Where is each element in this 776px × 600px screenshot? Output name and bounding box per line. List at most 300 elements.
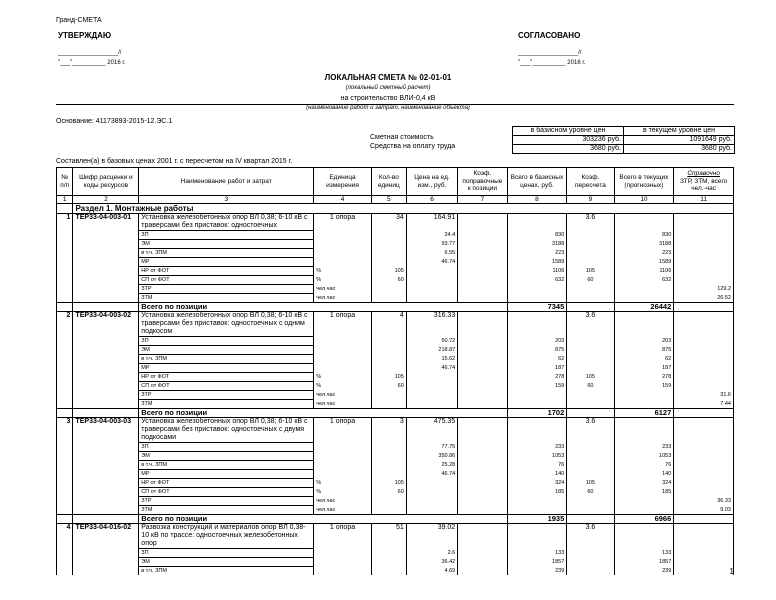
- resource-unit: [314, 549, 372, 558]
- resource-cell-empty: [458, 488, 507, 497]
- total-label: Всего по позиции: [139, 409, 507, 418]
- position-total-row: [57, 303, 734, 312]
- resource-base: 1053: [507, 452, 567, 461]
- resource-row: [57, 461, 734, 470]
- position-code: ТЕР33-04-003-03: [73, 418, 139, 443]
- resource-cell-empty: [73, 443, 139, 452]
- resource-row: [57, 506, 734, 515]
- head-coef: Коэф. поправочные к позиции: [458, 168, 507, 196]
- resource-coef: [371, 443, 406, 452]
- resource-ref: [674, 470, 734, 479]
- resource-name: НР от ФОТ: [139, 479, 314, 488]
- resource-cell-empty: [73, 373, 139, 382]
- position-recalc: 3.6: [567, 312, 614, 337]
- resource-recalc: [567, 231, 614, 240]
- resource-recalc: [567, 258, 614, 267]
- resource-unit: [314, 249, 372, 258]
- resource-base: 185: [507, 488, 567, 497]
- resource-coef: 60: [371, 276, 406, 285]
- resource-cell-empty: [73, 258, 139, 267]
- resource-name: НР от ФОТ: [139, 267, 314, 276]
- resource-base: [507, 506, 567, 515]
- resource-cell-empty: [458, 391, 507, 400]
- resource-cell-empty: [73, 497, 139, 506]
- position-recalc: 3.6: [567, 418, 614, 443]
- position-name: Установка железобетонных опор ВЛ 0,38; 6-10 кВ с траверсами без приставок: одностоечных: [139, 214, 314, 231]
- resource-cell-empty: [57, 382, 73, 391]
- resource-recalc: [567, 391, 614, 400]
- position-qty: 3: [371, 418, 406, 443]
- resource-row: [57, 452, 734, 461]
- resource-cell-empty: [57, 294, 73, 303]
- resource-row: [57, 346, 734, 355]
- resource-unit: чел.час: [314, 506, 372, 515]
- resource-unit: [314, 346, 372, 355]
- total-label: Всего по позиции: [139, 515, 507, 524]
- resource-price: 350.86: [406, 452, 457, 461]
- resource-ref: [674, 240, 734, 249]
- resource-cell-empty: [458, 240, 507, 249]
- position-base: [507, 312, 567, 337]
- position-coef: [458, 214, 507, 231]
- signature-line-left: __________________//: [58, 50, 122, 56]
- position-number: 1: [57, 214, 73, 231]
- resource-cell-empty: [73, 231, 139, 240]
- resource-recalc: [567, 346, 614, 355]
- resource-coef: [371, 391, 406, 400]
- resource-cell-empty: [73, 249, 139, 258]
- resource-base: 239: [507, 567, 567, 576]
- resource-price: [406, 488, 457, 497]
- resource-current: 223: [614, 249, 674, 258]
- resource-cell-empty: [57, 231, 73, 240]
- resource-recalc: [567, 461, 614, 470]
- column-number: 1: [57, 196, 73, 204]
- resource-base: 233: [507, 443, 567, 452]
- resource-recalc: 105: [567, 373, 614, 382]
- resource-coef: 105: [371, 373, 406, 382]
- resource-name: ЗП: [139, 549, 314, 558]
- resource-current: 239: [614, 567, 674, 576]
- total-cell-empty: [567, 409, 614, 418]
- resource-coef: [371, 294, 406, 303]
- head-n: № п/п: [57, 168, 73, 196]
- resource-unit: чел.час: [314, 285, 372, 294]
- resource-name: СП от ФОТ: [139, 488, 314, 497]
- resource-cell-empty: [458, 567, 507, 576]
- resource-coef: [371, 400, 406, 409]
- resource-name: ЗТР: [139, 497, 314, 506]
- position-current: [614, 418, 674, 443]
- resource-unit: [314, 364, 372, 373]
- resource-recalc: [567, 294, 614, 303]
- column-number: 3: [139, 196, 314, 204]
- resource-base: 1106: [507, 267, 567, 276]
- resource-cell-empty: [458, 267, 507, 276]
- head-qty: Кол-во единиц: [371, 168, 406, 196]
- resource-recalc: [567, 249, 614, 258]
- total-cell-empty: [567, 515, 614, 524]
- resource-cell-empty: [57, 558, 73, 567]
- position-base: [507, 418, 567, 443]
- resource-ref: 9.03: [674, 506, 734, 515]
- resource-row: [57, 294, 734, 303]
- resource-cell-empty: [458, 337, 507, 346]
- position-total-row: [57, 409, 734, 418]
- resource-coef: [371, 355, 406, 364]
- resource-recalc: [567, 506, 614, 515]
- total-cell-empty: [57, 303, 73, 312]
- cost-head-current: в текущем уровне цен: [624, 127, 735, 136]
- resource-cell-empty: [458, 258, 507, 267]
- resource-cell-empty: [73, 400, 139, 409]
- resource-name: ЗТМ: [139, 294, 314, 303]
- resource-cell-empty: [458, 364, 507, 373]
- resource-ref: 26.52: [674, 294, 734, 303]
- resource-price: 93.77: [406, 240, 457, 249]
- resource-name: НР от ФОТ: [139, 373, 314, 382]
- resource-cell-empty: [57, 258, 73, 267]
- resource-name: ЗТР: [139, 285, 314, 294]
- resource-coef: [371, 285, 406, 294]
- resource-name: МР: [139, 470, 314, 479]
- resource-cell-empty: [57, 364, 73, 373]
- total-base: 1702: [507, 409, 567, 418]
- position-price: 39.02: [406, 524, 457, 549]
- total-cell-empty: [674, 303, 734, 312]
- resource-cell-empty: [73, 452, 139, 461]
- resource-name: в т.ч. ЗПМ: [139, 461, 314, 470]
- total-cell-empty: [567, 303, 614, 312]
- resource-unit: чел.час: [314, 391, 372, 400]
- resource-base: 62: [507, 355, 567, 364]
- resource-name: ЗП: [139, 231, 314, 240]
- resource-coef: [371, 497, 406, 506]
- resource-row: [57, 488, 734, 497]
- resource-price: 25.28: [406, 461, 457, 470]
- resource-base: 3188: [507, 240, 567, 249]
- resource-unit: [314, 452, 372, 461]
- resource-base: 140: [507, 470, 567, 479]
- resource-cell-empty: [73, 549, 139, 558]
- resource-row: [57, 240, 734, 249]
- resource-recalc: [567, 355, 614, 364]
- cost-summary-table: [512, 126, 735, 154]
- resource-name: ЗП: [139, 337, 314, 346]
- app-name: Гранд-СМЕТА: [56, 17, 102, 24]
- resource-price: 15.62: [406, 355, 457, 364]
- position-base: [507, 524, 567, 549]
- resource-name: в т.ч. ЗПМ: [139, 249, 314, 258]
- position-row: [57, 214, 734, 231]
- resource-unit: чел.час: [314, 497, 372, 506]
- resource-coef: [371, 364, 406, 373]
- resource-base: 1857: [507, 558, 567, 567]
- composed-line: Составлен(а) в базовых ценах 2001 г. с пересчетом на IV квартал 2015 г.: [56, 158, 293, 165]
- resource-cell-empty: [57, 549, 73, 558]
- resource-row: [57, 400, 734, 409]
- position-code: ТЕР33-04-003-02: [73, 312, 139, 337]
- resource-cell-empty: [57, 346, 73, 355]
- resource-name: ЭМ: [139, 346, 314, 355]
- approve-label: УТВЕРЖДАЮ: [58, 31, 112, 40]
- resource-base: [507, 391, 567, 400]
- resource-coef: [371, 461, 406, 470]
- resource-unit: %: [314, 382, 372, 391]
- column-number: 11: [674, 196, 734, 204]
- resource-ref: [674, 373, 734, 382]
- estimate-current: 1091649 руб.: [624, 136, 735, 145]
- position-coef: [458, 312, 507, 337]
- resource-cell-empty: [57, 506, 73, 515]
- resource-current: 76: [614, 461, 674, 470]
- resource-ref: [674, 488, 734, 497]
- resource-current: [614, 506, 674, 515]
- resource-cell-empty: [57, 479, 73, 488]
- resource-unit: [314, 258, 372, 267]
- position-current: [614, 214, 674, 231]
- resource-row: [57, 373, 734, 382]
- resource-coef: 105: [371, 479, 406, 488]
- resource-row: [57, 382, 734, 391]
- head-unit: Единица измерения: [314, 168, 372, 196]
- resource-price: [406, 294, 457, 303]
- resource-cell-empty: [458, 497, 507, 506]
- resource-cell-empty: [458, 479, 507, 488]
- resource-price: [406, 391, 457, 400]
- resource-price: [406, 400, 457, 409]
- resource-current: 830: [614, 231, 674, 240]
- resource-cell-empty: [73, 488, 139, 497]
- resource-current: 1053: [614, 452, 674, 461]
- resource-cell-empty: [73, 267, 139, 276]
- resource-name: ЭМ: [139, 452, 314, 461]
- resource-cell-empty: [73, 506, 139, 515]
- resource-unit: [314, 461, 372, 470]
- resource-unit: [314, 443, 372, 452]
- resource-ref: [674, 382, 734, 391]
- position-recalc: 3.6: [567, 524, 614, 549]
- resource-cell-empty: [57, 276, 73, 285]
- resource-coef: 60: [371, 382, 406, 391]
- resource-current: 133: [614, 549, 674, 558]
- resource-current: 187: [614, 364, 674, 373]
- position-unit: 1 опора: [314, 312, 372, 337]
- column-number: 5: [371, 196, 406, 204]
- resource-coef: 105: [371, 267, 406, 276]
- column-number: 8: [507, 196, 567, 204]
- labor-current: 3680 руб.: [624, 145, 735, 154]
- resource-coef: [371, 452, 406, 461]
- position-qty: 4: [371, 312, 406, 337]
- position-ref: [674, 214, 734, 231]
- column-number: 2: [73, 196, 139, 204]
- resource-unit: %: [314, 373, 372, 382]
- resource-row: [57, 470, 734, 479]
- resource-coef: [371, 231, 406, 240]
- resource-cell-empty: [57, 443, 73, 452]
- position-unit: 1 опора: [314, 524, 372, 549]
- resource-cell-empty: [73, 240, 139, 249]
- resource-cell-empty: [73, 285, 139, 294]
- resource-unit: %: [314, 488, 372, 497]
- resource-current: [614, 285, 674, 294]
- resource-cell-empty: [57, 452, 73, 461]
- resource-cell-empty: [73, 346, 139, 355]
- section-title: Раздел 1. Монтажные работы: [73, 204, 734, 214]
- resource-price: 218.87: [406, 346, 457, 355]
- resource-price: 46.74: [406, 258, 457, 267]
- total-cell-empty: [57, 409, 73, 418]
- resource-recalc: [567, 443, 614, 452]
- resource-coef: [371, 240, 406, 249]
- resource-recalc: [567, 452, 614, 461]
- resource-cell-empty: [73, 461, 139, 470]
- resource-cell-empty: [57, 461, 73, 470]
- resource-cell-empty: [57, 285, 73, 294]
- date-line-right: "___"__________ 2016 г.: [518, 60, 586, 66]
- resource-row: [57, 479, 734, 488]
- head-ref-text: ЗТР, ЗТМ, всего чел.-час: [679, 177, 728, 193]
- resource-cell-empty: [73, 382, 139, 391]
- total-cell-empty: [73, 303, 139, 312]
- resource-cell-empty: [458, 549, 507, 558]
- position-row: [57, 312, 734, 337]
- resource-ref: 7.44: [674, 400, 734, 409]
- position-row: [57, 418, 734, 443]
- resource-price: 24.4: [406, 231, 457, 240]
- position-qty: 34: [371, 214, 406, 231]
- resource-current: 1589: [614, 258, 674, 267]
- resource-price: 46.74: [406, 470, 457, 479]
- resource-cell-empty: [57, 337, 73, 346]
- resource-unit: %: [314, 276, 372, 285]
- resource-row: [57, 443, 734, 452]
- resource-ref: 129.2: [674, 285, 734, 294]
- resource-coef: [371, 567, 406, 576]
- resource-cell-empty: [458, 558, 507, 567]
- position-price: 475.35: [406, 418, 457, 443]
- resource-price: [406, 267, 457, 276]
- resource-cell-empty: [57, 355, 73, 364]
- resource-price: [406, 382, 457, 391]
- position-total-row: [57, 515, 734, 524]
- resource-ref: [674, 558, 734, 567]
- resource-recalc: 60: [567, 488, 614, 497]
- resource-recalc: [567, 558, 614, 567]
- resource-ref: [674, 258, 734, 267]
- resource-cell-empty: [57, 391, 73, 400]
- resource-current: 203: [614, 337, 674, 346]
- resource-name: СП от ФОТ: [139, 382, 314, 391]
- estimate-table: [56, 167, 734, 575]
- resource-current: [614, 400, 674, 409]
- resource-current: [614, 391, 674, 400]
- resource-coef: [371, 249, 406, 258]
- resource-row: [57, 364, 734, 373]
- resource-recalc: [567, 470, 614, 479]
- resource-row: [57, 285, 734, 294]
- total-current: 26442: [614, 303, 674, 312]
- resource-unit: чел.час: [314, 400, 372, 409]
- resource-price: 6.55: [406, 249, 457, 258]
- resource-unit: [314, 470, 372, 479]
- resource-base: 203: [507, 337, 567, 346]
- labor-label: Средства на оплату труда: [370, 143, 456, 150]
- resource-unit: %: [314, 267, 372, 276]
- resource-price: [406, 479, 457, 488]
- resource-ref: [674, 267, 734, 276]
- resource-cell-empty: [458, 294, 507, 303]
- resource-ref: [674, 364, 734, 373]
- estimate-base: 303236 руб.: [513, 136, 624, 145]
- resource-base: 187: [507, 364, 567, 373]
- resource-current: 632: [614, 276, 674, 285]
- resource-current: 278: [614, 373, 674, 382]
- resource-coef: [371, 558, 406, 567]
- resource-row: [57, 558, 734, 567]
- resource-recalc: [567, 364, 614, 373]
- resource-unit: [314, 240, 372, 249]
- resource-base: 76: [507, 461, 567, 470]
- position-current: [614, 524, 674, 549]
- resource-row: [57, 231, 734, 240]
- resource-cell-empty: [73, 337, 139, 346]
- resource-price: [406, 373, 457, 382]
- resource-cell-empty: [73, 355, 139, 364]
- resource-row: [57, 549, 734, 558]
- resource-base: 223: [507, 249, 567, 258]
- resource-cell-empty: [73, 391, 139, 400]
- resource-current: 159: [614, 382, 674, 391]
- date-line-left: "___"__________ 2016 г.: [58, 60, 126, 66]
- resource-recalc: [567, 497, 614, 506]
- resource-name: ЭМ: [139, 240, 314, 249]
- resource-ref: [674, 337, 734, 346]
- resource-base: [507, 497, 567, 506]
- column-number: 6: [406, 196, 457, 204]
- resource-cell-empty: [458, 231, 507, 240]
- total-current: 6966: [614, 515, 674, 524]
- resource-recalc: [567, 567, 614, 576]
- section-row: [57, 204, 734, 214]
- resource-base: 159: [507, 382, 567, 391]
- resource-current: 324: [614, 479, 674, 488]
- resource-cell-empty: [73, 364, 139, 373]
- resource-ref: [674, 249, 734, 258]
- column-number: 7: [458, 196, 507, 204]
- resource-ref: 31.6: [674, 391, 734, 400]
- head-current: Всего в текущих (прогнозных): [614, 168, 674, 196]
- resource-name: ЗТМ: [139, 506, 314, 515]
- resource-current: 3188: [614, 240, 674, 249]
- resource-price: 46.74: [406, 364, 457, 373]
- resource-cell-empty: [458, 373, 507, 382]
- resource-unit: [314, 567, 372, 576]
- position-unit: 1 опора: [314, 418, 372, 443]
- resource-base: 324: [507, 479, 567, 488]
- head-base: Всего в базисных ценах, руб.: [507, 168, 567, 196]
- resource-recalc: [567, 337, 614, 346]
- resource-recalc: 60: [567, 382, 614, 391]
- position-number: 4: [57, 524, 73, 549]
- estimate-label: Сметная стоимость: [370, 134, 434, 141]
- resource-name: ЭМ: [139, 558, 314, 567]
- resource-price: 77.75: [406, 443, 457, 452]
- resource-coef: [371, 258, 406, 267]
- resource-cell-empty: [57, 567, 73, 576]
- resource-row: [57, 249, 734, 258]
